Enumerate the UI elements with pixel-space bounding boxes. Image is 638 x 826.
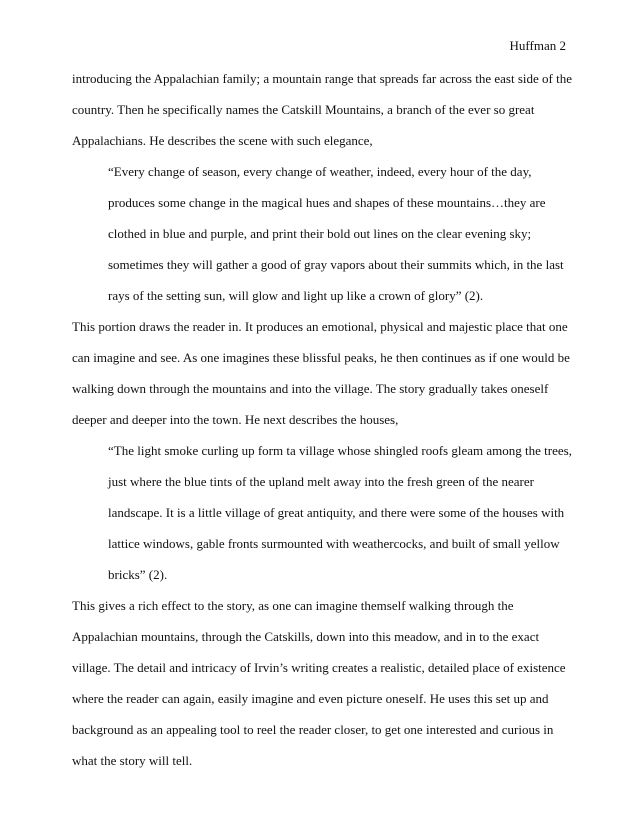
body-line: where the reader can again, easily imagine and even picture oneself. He uses this set up and [72,691,549,706]
block-quote-line: “The light smoke curling up form ta village whose shingled roofs gleam among the trees, [108,443,572,458]
body-line: walking down through the mountains and into the village. The story gradually takes oneself [72,381,549,396]
body-line: background as an appealing tool to reel the reader closer, to get one interested and curious in [72,722,554,737]
body-line: village. The detail and intricacy of Irvin’s writing creates a realistic, detailed place of existence [72,660,566,675]
body-line: This portion draws the reader in. It produces an emotional, physical and majestic place that one [72,319,568,334]
body-line: Appalachian mountains, through the Catskills, down into this meadow, and in to the exact [72,629,540,644]
block-quote-line: bricks” (2). [108,567,168,582]
block-quote-line: just where the blue tints of the upland melt away into the fresh green of the nearer [108,474,534,489]
block-quote-line: lattice windows, gable fronts surmounted with weathercocks, and built of small yellow [108,536,560,551]
block-quote-line: clothed in blue and purple, and print their bold out lines on the clear evening sky; [108,226,532,241]
body-line: introducing the Appalachian family; a mountain range that spreads far across the east side of the [72,71,572,86]
running-header: Huffman 2 [509,38,566,53]
body-line: what the story will tell. [72,753,193,768]
block-quote-line: sometimes they will gather a good of gray vapors about their summits which, in the last [108,257,564,272]
block-quote-line: produces some change in the magical hues and shapes of these mountains…they are [108,195,546,210]
block-quote-line: rays of the setting sun, will glow and light up like a crown of glory” (2). [108,288,484,303]
block-quote-line: “Every change of season, every change of weather, indeed, every hour of the day, [108,164,532,179]
block-quote-line: landscape. It is a little village of great antiquity, and there were some of the houses with [108,505,565,520]
body-line: This gives a rich effect to the story, as one can imagine themself walking through the [72,598,514,613]
body-line: can imagine and see. As one imagines these blissful peaks, he then continues as if one would be [72,350,570,365]
body-line: country. Then he specifically names the Catskill Mountains, a branch of the ever so great [72,102,535,117]
body-line: Appalachians. He describes the scene with such elegance, [72,133,373,148]
body-line: deeper and deeper into the town. He next describes the houses, [72,412,399,427]
